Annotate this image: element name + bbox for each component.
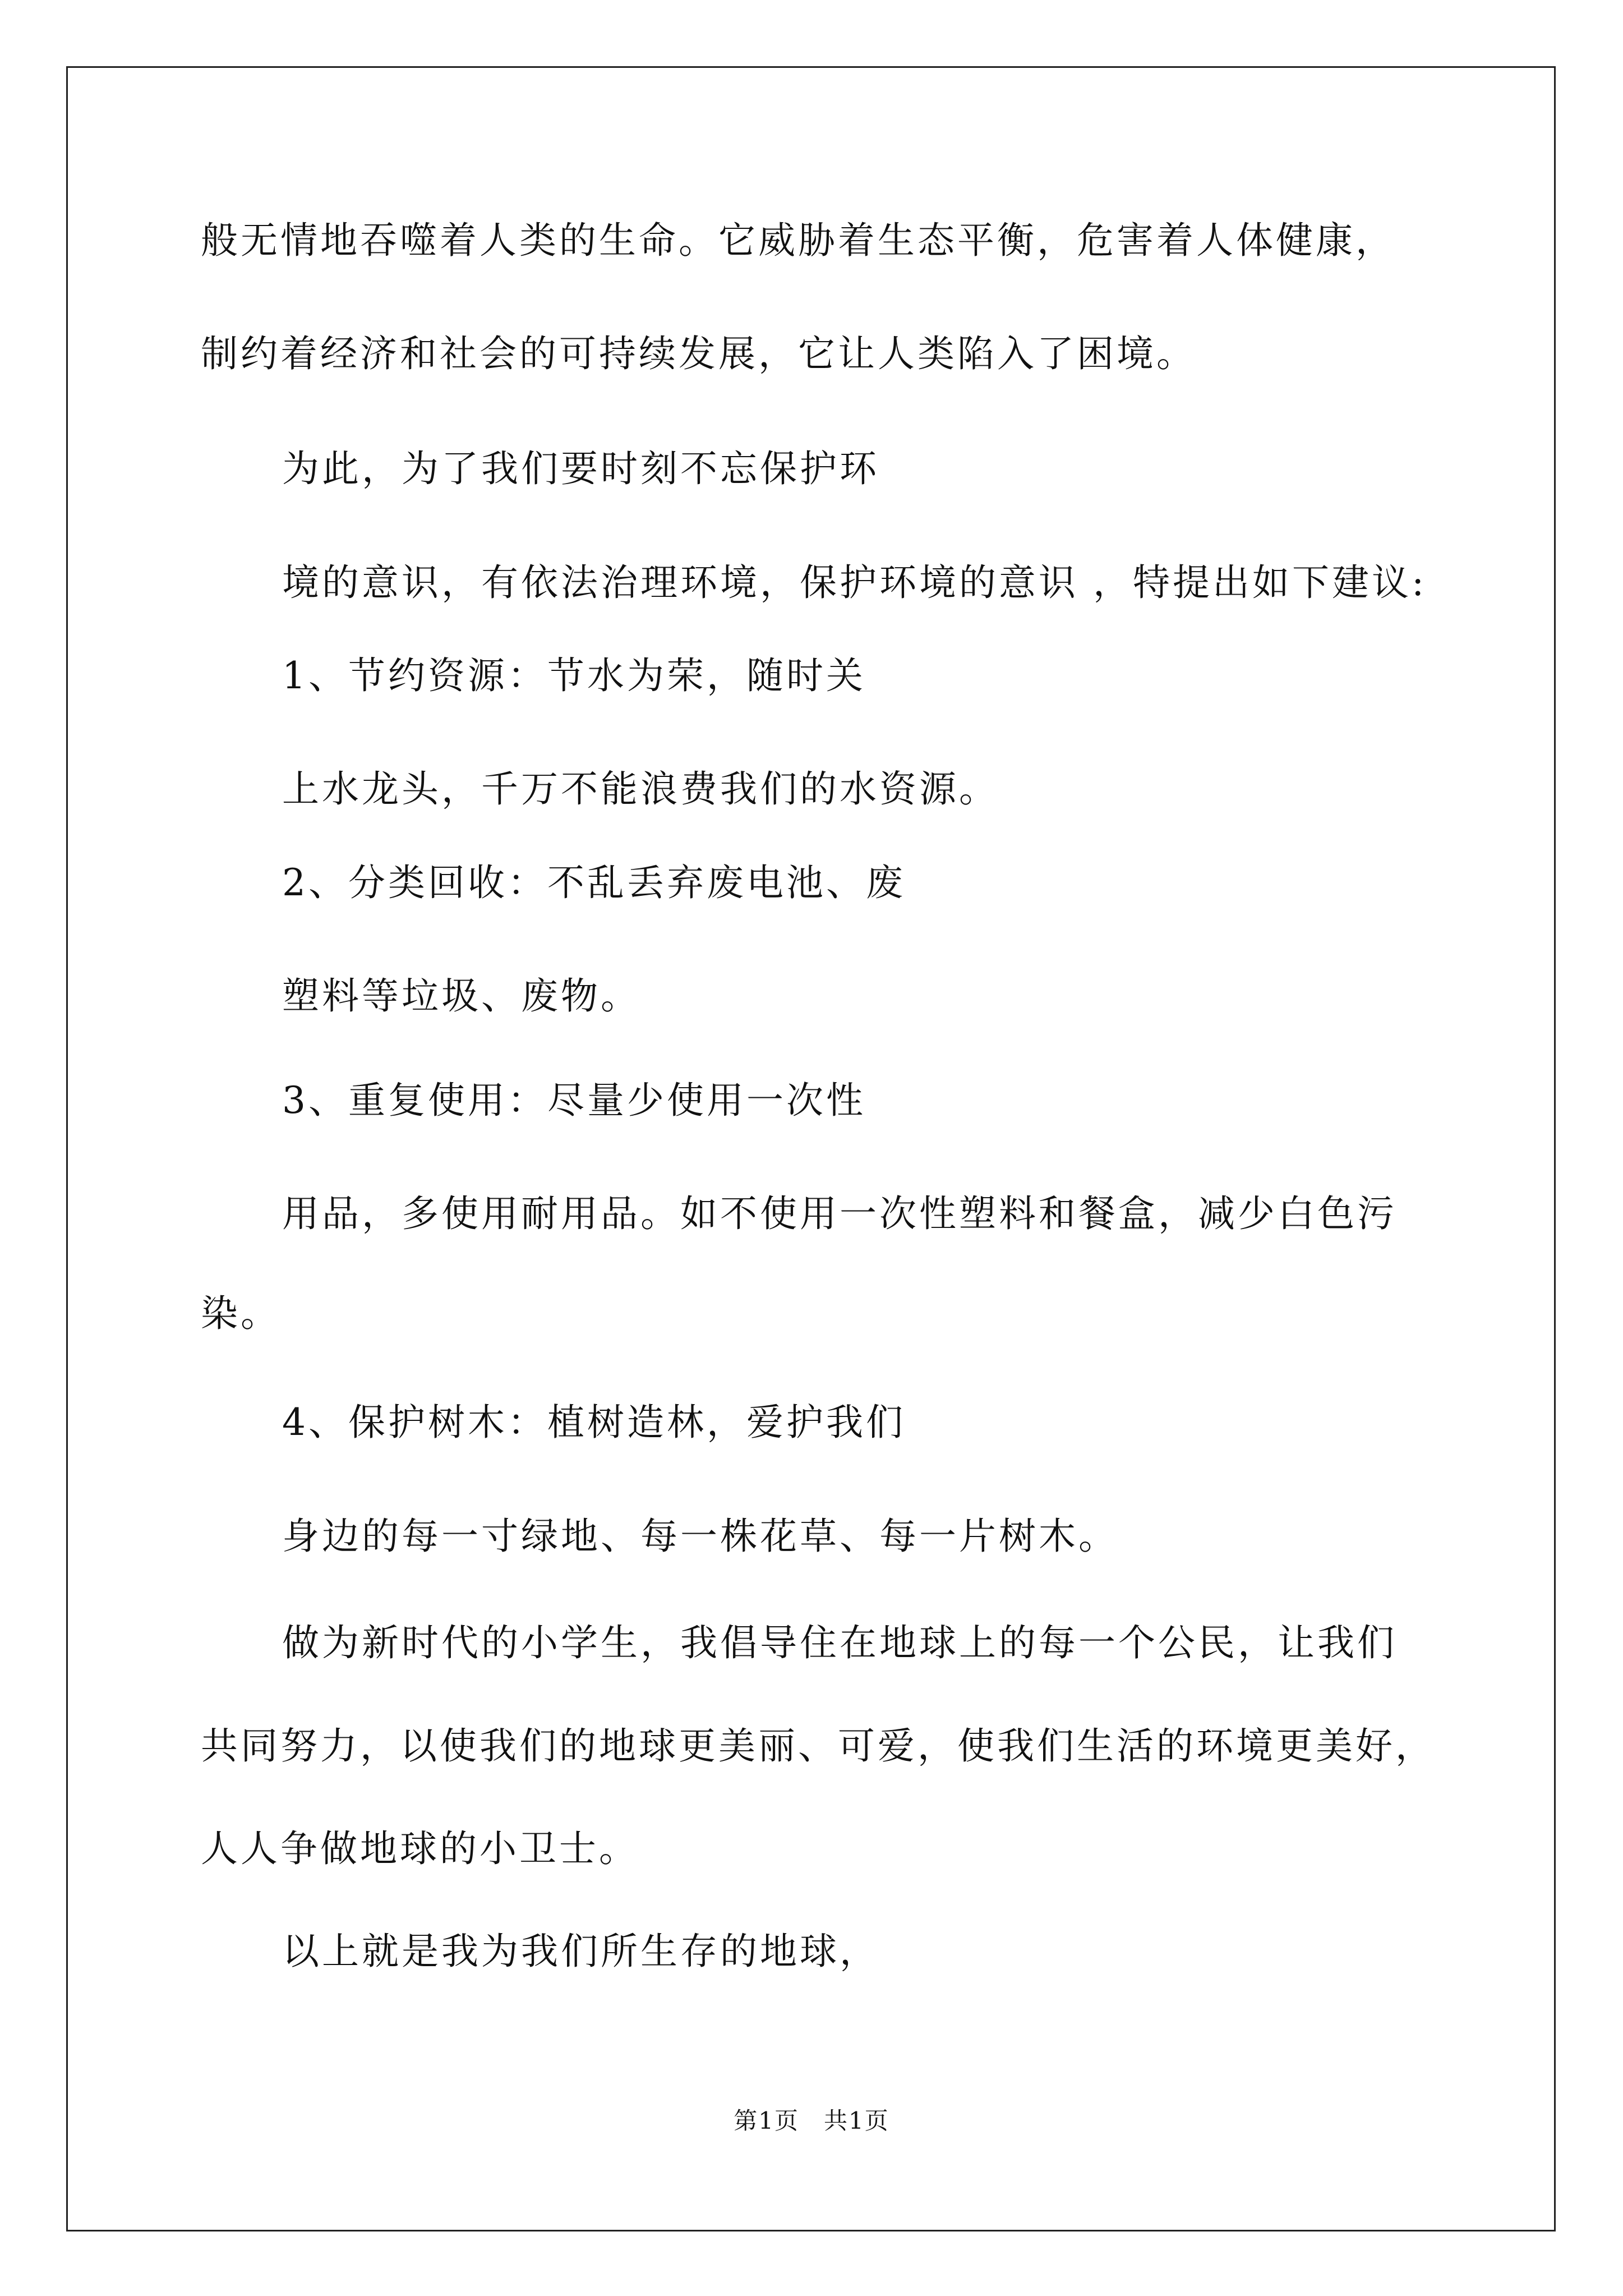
text-line: 塑料等垃圾、废物。 [282, 974, 640, 1018]
text-line: 境的意识，有依法治理环境，保护环境的意识 ，特提出如下建议: [282, 561, 1427, 604]
text-line: 3、重复使用：尽量少使用一次性 [282, 1079, 866, 1122]
text-line: 4、保护树木：植树造林，爱护我们 [282, 1401, 906, 1444]
text-line: 做为新时代的小学生，我倡导住在地球上的每一个公民，让我们 [282, 1621, 1397, 1664]
text-line: 以上就是我为我们所生存的地球， [282, 1930, 879, 1973]
text-line: 人人争做地球的小卫士。 [201, 1827, 639, 1870]
text-line: 上水龙头，千万不能浪费我们的水资源。 [282, 767, 999, 811]
text-line: 为此，为了我们要时刻不忘保护环 [282, 447, 879, 490]
text-line: 共同努力，以使我们的地球更美丽、可爱，使我们生活的环境更美好， [201, 1724, 1435, 1768]
text-line: 般无情地吞噬着人类的生命。它威胁着生态平衡，危害着人体健康， [201, 219, 1395, 262]
page-footer: 第1页 共1页 [734, 2107, 889, 2134]
text-line: 2、分类回收：不乱丢弃废电池、废 [282, 861, 906, 904]
text-line: 用品，多使用耐用品。如不使用一次性塑料和餐盒，减少白色污 [282, 1192, 1397, 1235]
text-line: 制约着经济和社会的可持续发展，它让人类陷入了困境。 [201, 332, 1196, 375]
text-line: 身边的每一寸绿地、每一株花草、每一片树木。 [282, 1515, 1118, 1558]
text-line: 染。 [201, 1292, 280, 1335]
page-border [66, 66, 1556, 2231]
text-line: 1、节约资源：节水为荣，随时关 [282, 654, 866, 697]
